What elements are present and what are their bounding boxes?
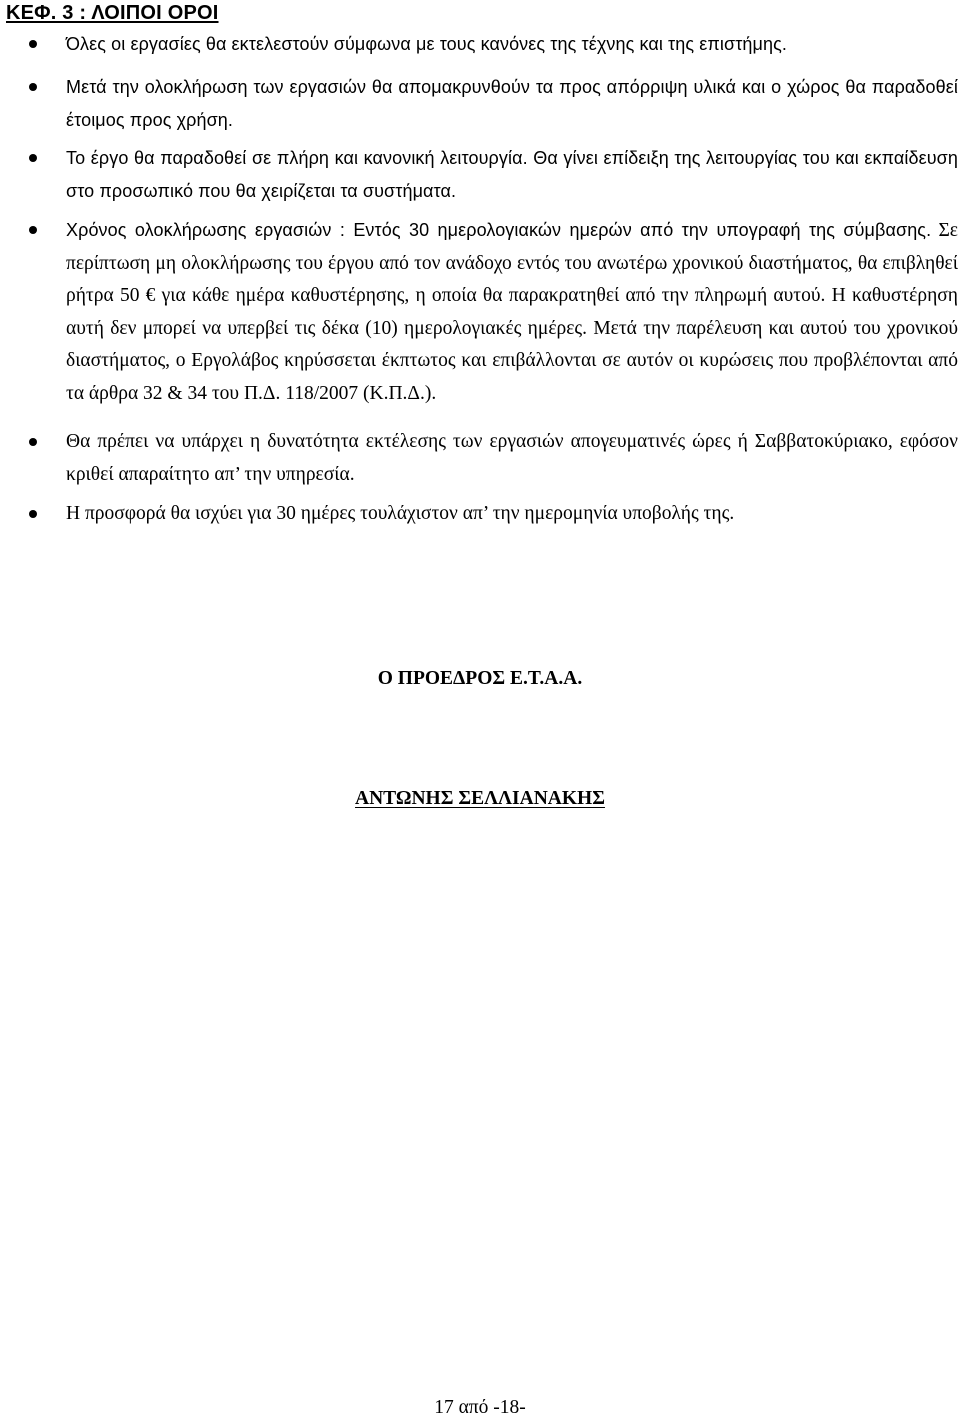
bullet-icon [29, 40, 37, 48]
bullet-icon [29, 438, 37, 446]
signature-title: Ο ΠΡΟΕΔΡΟΣ Ε.Τ.Α.Α. [377, 668, 583, 689]
list-item [66, 28, 958, 61]
page-number: 17 από -18- [434, 1397, 526, 1418]
list-item [66, 71, 958, 137]
section-heading: ΚΕΦ. 3 : ΛΟΙΠΟΙ ΟΡΟΙ [6, 2, 219, 24]
bullet-icon [29, 154, 37, 162]
item-text: Το έργο θα παραδοθεί σε πλήρη και κανονική λειτουργία. Θα γίνει επίδειξη της λειτουργίας του και εκπαίδευση στο προσωπικό που θα χειρίζεται τα συστήματα. [66, 148, 958, 201]
item-text: Όλες οι εργασίες θα εκτελεστούν σύμφωνα με τους κανόνες της τέχνης και της επιστήμης. [66, 34, 787, 54]
list-item [66, 214, 958, 410]
bullet-icon [29, 510, 37, 518]
item-text: Η προσφορά θα ισχύει για 30 ημέρες τουλάχιστον απ’ την ημερομηνία υποβολής της. [66, 503, 735, 524]
signature-name: ΑΝΤΩΝΗΣ ΣΕΛΛΙΑΝΑΚΗΣ [355, 788, 605, 809]
bullet-icon [29, 83, 37, 91]
item-text-continued: Σε περίπτωση μη ολοκλήρωσης του έργου από τον ανάδοχο εντός του ανωτέρω χρονικού διαστήματος, θα επιβληθεί ρήτρα 50 € για κάθε ημέρα καθυστέρησης, η οποία θα παρακρατηθεί από την πληρωμή αυτού. Η καθυστέρηση αυτή δεν μπορεί να υπερβεί τις δέκα (10) ημερολογιακές ημέρες. Μετά την παρέλευση και αυτού του χρονικού διαστήματος, ο Εργολάβος κηρύσσεται έκπτωτος και επιβάλλονται σε αυτόν οι κυρώσεις που προβλέπονται από τα άρθρα 32 & 34 του Π.Δ. 118/2007 (Κ.Π.Δ.). [66, 220, 958, 404]
list-item [66, 498, 958, 531]
item-text: Θα πρέπει να υπάρχει η δυνατότητα εκτέλεσης των εργασιών απογευματινές ώρες ή Σαββατοκύριακο, εφόσον κριθεί απαραίτητο απ’ την υπηρεσία. [66, 431, 958, 485]
list-item [66, 142, 958, 208]
list-item [66, 426, 958, 491]
item-text: Χρόνος ολοκλήρωσης εργασιών : Εντός 30 ημερολογιακών ημερών από την υπογραφή της σύμβασης. [66, 220, 932, 240]
bullet-icon [29, 226, 37, 234]
item-text: Μετά την ολοκλήρωση των εργασιών θα απομακρυνθούν τα προς απόρριψη υλικά και ο χώρος θα παραδοθεί έτοιμος προς χρήση. [66, 77, 958, 130]
